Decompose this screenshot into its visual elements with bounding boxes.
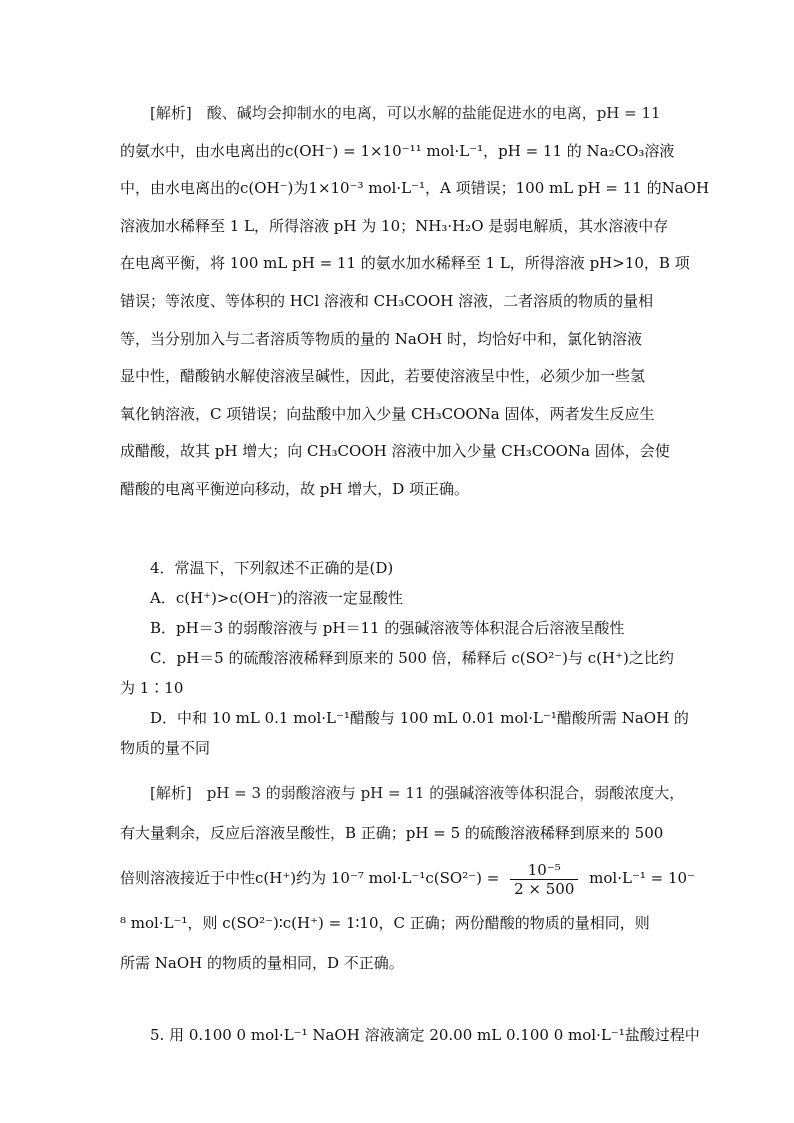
analysis-line: 等，当分别加入与二者溶质等物质的量的 NaOH 时，均恰好中和，氯化钠溶液 <box>120 329 642 348</box>
question-stem: 4．常温下，下列叙述不正确的是(D) <box>150 559 394 577</box>
analysis-line-with-fraction <box>120 853 695 903</box>
question-5 <box>120 1020 700 1050</box>
fraction <box>510 861 578 898</box>
option-a: A．c(H⁺)>c(OH⁻)的溶液一定显酸性 <box>150 589 403 607</box>
fraction-numerator: 10⁻⁵ <box>510 861 578 880</box>
analysis-line: ⁸ mol·L⁻¹，则 c(SO²⁻)∶c(H⁺) = 1∶10，C 正确；两份醋酸的物质的量相同，则 <box>120 914 650 932</box>
analysis-block-2 <box>120 773 695 983</box>
analysis-line: 溶液加水稀释至 1 L，所得溶液 pH 为 10；NH₃·H₂O 是弱电解质，其水溶液中存 <box>120 216 669 235</box>
analysis-line: 错误；等浓度、等体积的 HCl 溶液和 CH₃COOH 溶液，二者溶质的物质的量相 <box>120 291 654 310</box>
analysis-block-1 <box>120 95 710 509</box>
option-d-cont: 物质的量不同 <box>120 739 211 757</box>
analysis-line: 醋酸的电离平衡逆向移动，故 pH 增大，D 项正确。 <box>120 479 470 498</box>
question-4 <box>120 553 689 763</box>
option-b: B．pH＝3 的弱酸溶液与 pH＝11 的强碱溶液等体积混合后溶液呈酸性 <box>150 619 625 637</box>
analysis-line: [解析] pH = 3 的弱酸溶液与 pH = 11 的强碱溶液等体积混合，弱酸浓度大， <box>150 784 685 802</box>
analysis-line: [解析] 酸、碱均会抑制水的电离，可以水解的盐能促进水的电离，pH = 11 <box>150 104 661 122</box>
analysis-text: 倍则溶液接近于中性c(H⁺)约为 10⁻⁷ mol·L⁻¹c(SO²⁻) = <box>120 869 500 887</box>
analysis-line: 成醋酸，故其 pH 增大；向 CH₃COOH 溶液中加入少量 CH₃COONa 固体，会使 <box>120 442 670 461</box>
analysis-line: 显中性，醋酸钠水解使溶液呈碱性，因此，若要使溶液呈中性，必须少加一些氢 <box>120 367 646 386</box>
fraction-denominator: 2 × 500 <box>514 879 575 898</box>
option-d: D．中和 10 mL 0.1 mol·L⁻¹醋酸与 100 mL 0.01 mol·L⁻¹醋酸所需 NaOH 的 <box>150 709 689 727</box>
option-c: C．pH＝5 的硫酸溶液稀释到原来的 500 倍，稀释后 c(SO²⁻)与 c(H⁺)之比约 <box>150 649 674 667</box>
analysis-line: 所需 NaOH 的物质的量相同，D 不正确。 <box>120 954 404 972</box>
question-stem: 5. 用 0.100 0 mol·L⁻¹ NaOH 溶液滴定 20.00 mL 0.100 0 mol·L⁻¹盐酸过程中 <box>150 1026 700 1044</box>
analysis-line: 有大量剩余，反应后溶液呈酸性，B 正确；pH = 5 的硫酸溶液稀释到原来的 500 <box>120 824 664 842</box>
analysis-line: 氧化钠溶液，C 项错误；向盐酸中加入少量 CH₃COONa 固体，两者发生反应生 <box>120 404 655 423</box>
analysis-line: 的氨水中，由水电离出的c(OH⁻) = 1×10⁻¹¹ mol·L⁻¹，pH = 11 的 Na₂CO₃溶液 <box>120 141 675 160</box>
option-c-cont: 为 1∶10 <box>120 679 184 697</box>
analysis-line: 在电离平衡，将 100 mL pH = 11 的氨水加水稀释至 1 L，所得溶液 pH>10，B 项 <box>120 254 690 273</box>
analysis-line: 中，由水电离出的c(OH⁻)为1×10⁻³ mol·L⁻¹，A 项错误；100 mL pH = 11 的NaOH <box>120 179 710 198</box>
analysis-text: mol·L⁻¹ = 10⁻ <box>589 869 695 887</box>
